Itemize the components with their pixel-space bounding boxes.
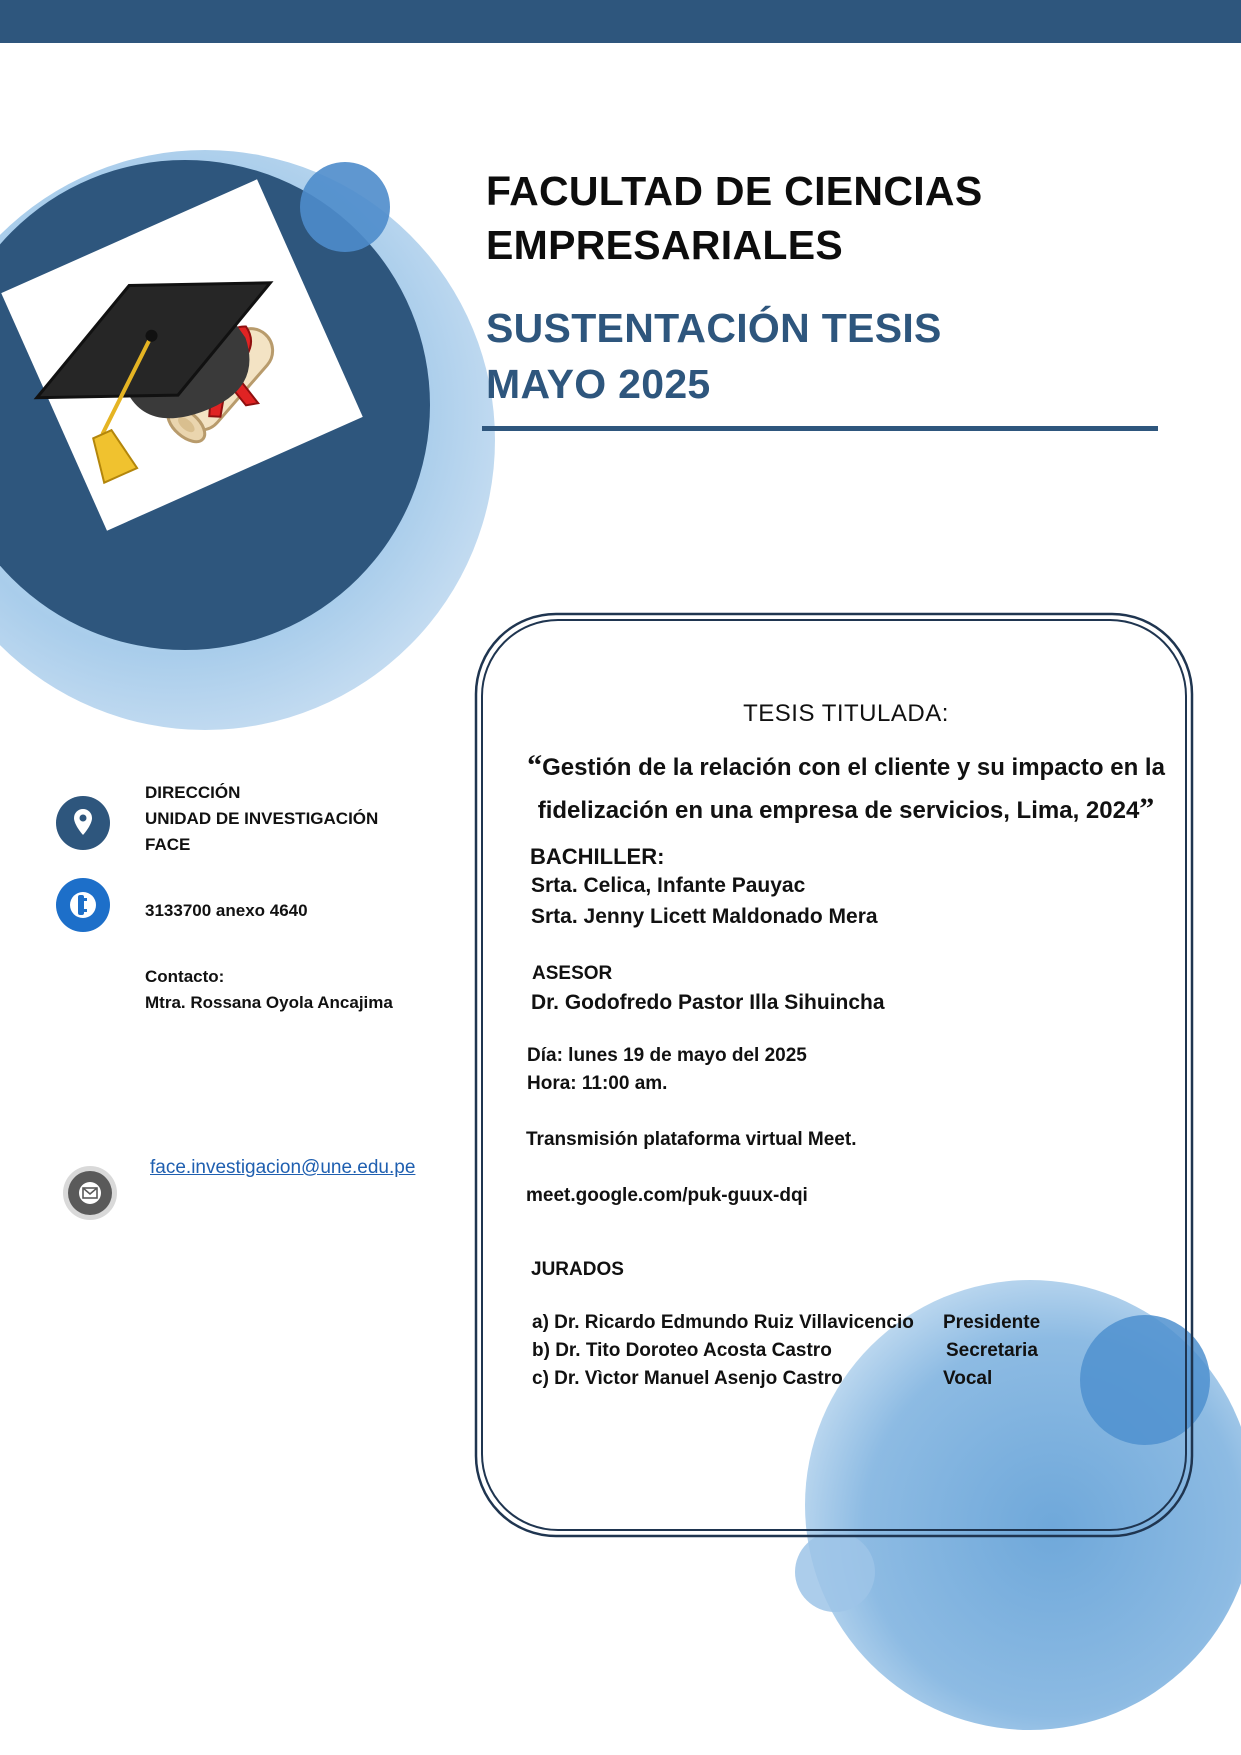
direccion-line1: DIRECCIÓN (145, 783, 241, 802)
thesis-title (480, 745, 1212, 831)
email-link[interactable]: face.investigacion@une.edu.pe (150, 1157, 416, 1178)
event-date: Día: lunes 19 de mayo del 2025 (527, 1045, 807, 1066)
jurado-2-name: b) Dr. Tito Doroteo Acosta Castro (532, 1340, 832, 1361)
jurados-label: JURADOS (531, 1259, 624, 1280)
jurado-1-name: a) Dr. Ricardo Edmundo Ruiz Villavicencio (532, 1312, 914, 1333)
location-pin-icon (55, 795, 111, 851)
thesis-title-line2-wrap (480, 788, 1212, 831)
student-1: Srta. Celica, Infante Pauyac (531, 874, 806, 897)
event-time: Hora: 11:00 am. (527, 1073, 668, 1094)
phone-number: 3133700 anexo 4640 (145, 901, 308, 920)
faculty-title (486, 164, 982, 272)
direccion-block (145, 780, 378, 858)
asesor-label: ASESOR (532, 963, 613, 984)
faculty-title-line2: EMPRESARIALES (486, 222, 844, 268)
bachiller-colon: : (657, 844, 665, 869)
bachiller-label: BACHILLER (530, 844, 658, 869)
open-quote: “ (527, 749, 543, 782)
jurado-1-role: Presidente (943, 1312, 1041, 1333)
thesis-title-line1-wrap (480, 745, 1212, 788)
meet-link[interactable]: meet.google.com/puk-guux-dqi (526, 1185, 808, 1206)
thesis-heading: TESIS TITULADA: (743, 700, 949, 727)
decor-circle-bottom-mid (1080, 1315, 1210, 1445)
contact-block (145, 964, 393, 1016)
student-2: Srta. Jenny Licett Maldonado Mera (531, 905, 878, 928)
bachiller-label-wrap (530, 844, 664, 870)
thesis-title-line2: fidelización en una empresa de servicios, Lima, 2024 (537, 797, 1140, 824)
faculty-title-line1: FACULTAD DE CIENCIAS (486, 168, 983, 214)
decor-circle-bottom-small (795, 1532, 875, 1612)
jurado-3-name: c) Dr. Vìctor Manuel Asenjo Castro (532, 1368, 843, 1389)
contact-name: Mtra. Rossana Oyola Ancajima (145, 993, 393, 1012)
direccion-line3: FACE (145, 835, 191, 854)
event-title-line2: MAYO 2025 (486, 361, 711, 407)
phone-icon (55, 877, 111, 933)
jurado-2-role: Secretaria (946, 1340, 1038, 1361)
transmission-info: Transmisión plataforma virtual Meet. (526, 1129, 857, 1150)
direccion-line2: UNIDAD DE INVESTIGACIÓN (145, 809, 379, 828)
decor-circle-small (300, 162, 390, 252)
thesis-title-line1: Gestión de la relación con el cliente y su impacto en la (542, 754, 1165, 781)
contact-label: Contacto: (145, 967, 225, 986)
event-title (486, 300, 942, 412)
event-title-line1: SUSTENTACIÓN TESIS (486, 305, 942, 351)
envelope-icon (62, 1165, 118, 1221)
close-quote: ” (1139, 792, 1155, 825)
title-divider (482, 426, 1158, 431)
asesor-name: Dr. Godofredo Pastor Illa Sihuincha (531, 991, 885, 1014)
jurado-3-role: Vocal (943, 1368, 993, 1389)
